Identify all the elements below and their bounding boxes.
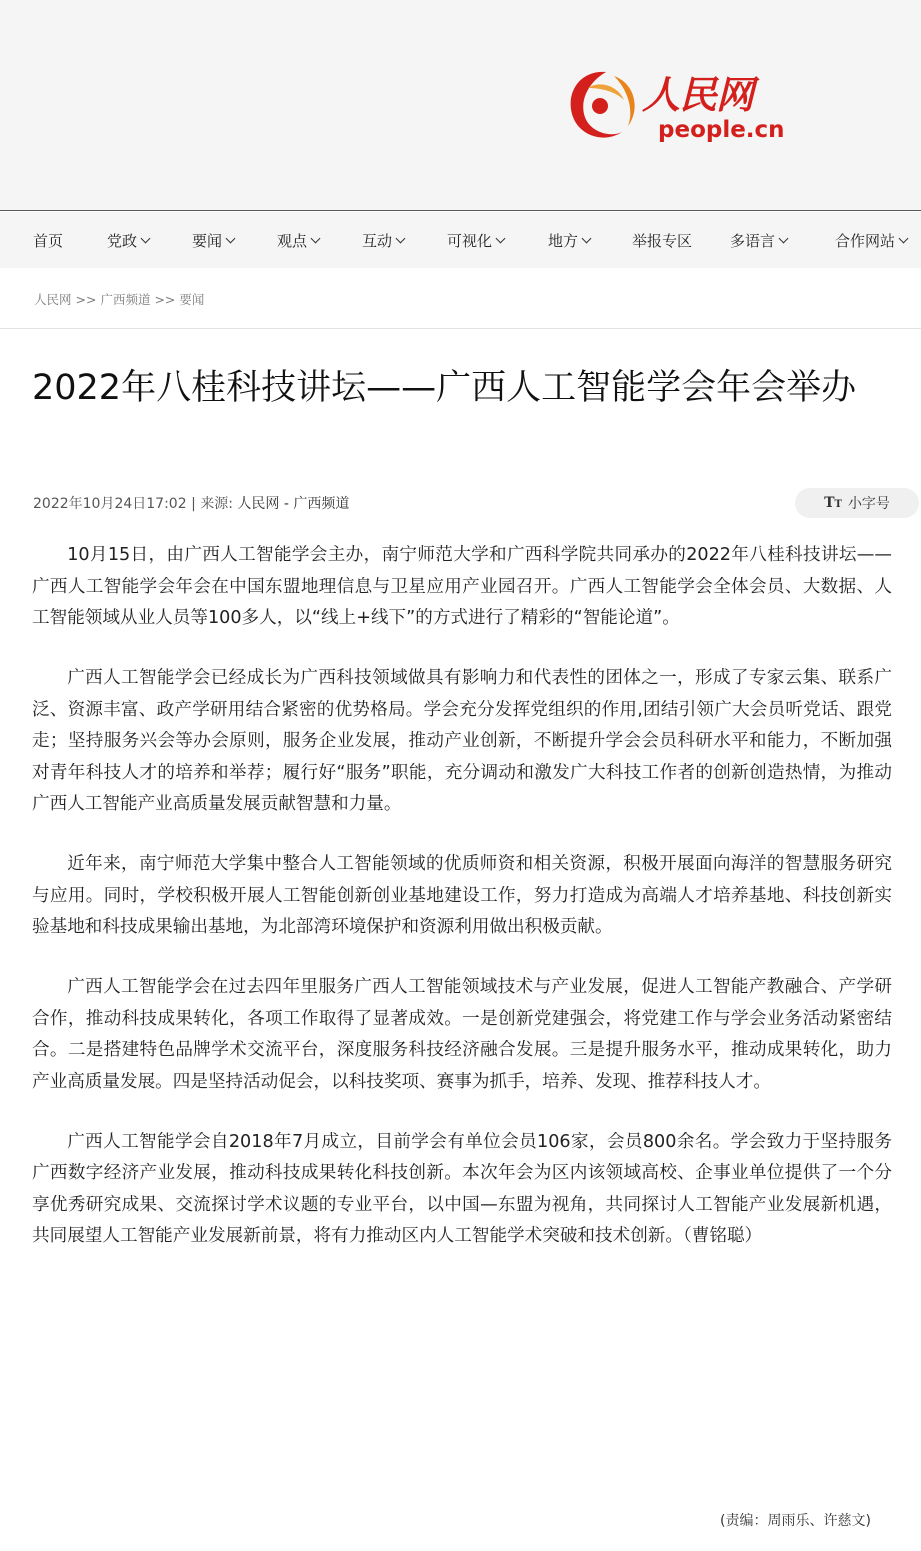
breadcrumb-separator: >> (154, 292, 176, 307)
logo-text-en: people.cn (658, 117, 785, 143)
nav-item-home[interactable] (33, 230, 63, 251)
article-paragraph: 广西人工智能学会已经成长为广西科技领域做具有影响力和代表性的团体之一，形成了专家云集、联系广泛、资源丰富、政产学研用结合紧密的优势格局。学会充分发挥党组织的作用,团结引领广大会员听党话、跟党走；坚持服务兴会等办会原则，服务企业发展，推动产业创新，不断提升学会会员科研水平和能力，不断加强对青年科技人才的培养和举荐；履行好“服务”职能，充分调动和激发广大科技工作者的创新创造热情，为推动广西人工智能产业高质量发展贡献智慧和力量。 (32, 668, 892, 814)
text-size-icon: TT (824, 495, 842, 511)
article-paragraph: 广西人工智能学会在过去四年里服务广西人工智能领域技术与产业发展，促进人工智能产教融合、产学研合作，推动科技成果转化，各项工作取得了显著成效。一是创新党建强会，将党建工作与学会业务活动紧密结合。二是搭建特色品牌学术交流平台，深度服务科技经济融合发展。三是提升服务水平，推动成果转化，助力产业高质量发展。四是坚持活动促会，以科技奖项、赛事为抓手，培养、发现、推荐科技人才。 (32, 977, 892, 1092)
nav-label: 观点 (277, 232, 308, 250)
article-title: 2022年八桂科技讲坛——广西人工智能学会年会举办 (32, 368, 857, 408)
nav-item-party[interactable] (107, 230, 149, 251)
font-size-toggle-button[interactable] (795, 488, 919, 518)
chevron-down-icon (496, 234, 506, 244)
nav-item-local[interactable] (548, 230, 590, 251)
chevron-down-icon (311, 234, 321, 244)
nav-item-opinion[interactable] (277, 230, 319, 251)
nav-label: 首页 (33, 232, 64, 250)
breadcrumb-link-guangxi[interactable]: 广西频道 (100, 292, 151, 307)
nav-label: 举报专区 (632, 232, 693, 250)
article-paragraph: 10月15日，由广西人工智能学会主办，南宁师范大学和广西科学院共同承办的2022年八桂科技讲坛——广西人工智能学会年会在中国东盟地理信息与卫星应用产业园召开。广西人工智能学会全体会员、大数据、人工智能领域从业人员等100多人，以“线上+线下”的方式进行了精彩的“智能论道”。 (32, 545, 892, 628)
logo-emblem-icon (566, 66, 640, 146)
nav-item-report[interactable] (632, 230, 692, 251)
chevron-down-icon (779, 234, 789, 244)
meta-separator: | (191, 496, 201, 512)
article-date: 2022年10月24日17:02 (33, 496, 187, 512)
nav-label: 多语言 (730, 232, 776, 250)
nav-label: 要闻 (192, 232, 223, 250)
chevron-down-icon (226, 234, 236, 244)
breadcrumb-separator: >> (75, 292, 97, 307)
article-body (32, 540, 892, 1281)
chevron-down-icon (396, 234, 406, 244)
nav-item-partners[interactable] (835, 230, 907, 251)
chevron-down-icon (899, 234, 909, 244)
nav-label: 互动 (362, 232, 393, 250)
article-paragraph: 近年来，南宁师范大学集中整合人工智能领域的优质师资和相关资源，积极开展面向海洋的智慧服务研究与应用。同时，学校积极开展人工智能创新创业基地建设工作，努力打造成为高端人才培养基地、科技创新实验基地和科技成果输出基地，为北部湾环境保护和资源利用做出积极贡献。 (32, 854, 892, 937)
nav-label: 可视化 (447, 232, 493, 250)
article-meta (33, 493, 349, 513)
logo-text-cn: 人民网 (642, 72, 754, 117)
nav-label: 党政 (107, 232, 138, 250)
article-source-link[interactable]: 人民网 - 广西频道 (237, 496, 350, 512)
nav-item-interactive[interactable] (362, 230, 404, 251)
breadcrumb-link-news[interactable]: 要闻 (179, 292, 205, 307)
nav-item-languages[interactable] (730, 230, 787, 251)
source-label: 来源: (200, 496, 233, 512)
site-logo[interactable] (566, 62, 788, 152)
chevron-down-icon (141, 234, 151, 244)
nav-item-news[interactable] (192, 230, 234, 251)
nav-item-visual[interactable] (447, 230, 504, 251)
chevron-down-icon (582, 234, 592, 244)
font-size-label: 小字号 (847, 496, 890, 512)
breadcrumb (34, 290, 204, 308)
breadcrumb-link-people[interactable]: 人民网 (34, 292, 72, 307)
article-paragraph: 广西人工智能学会自2018年7月成立，目前学会有单位会员106家，会员800余名。学会致力于坚持服务广西数字经济产业发展，推动科技成果转化科技创新。本次年会为区内该领域高校、企事业单位提供了一个分享优秀研究成果、交流探讨学术议题的专业平台，以中国—东盟为视角，共同探讨人工智能产业发展新机遇，共同展望人工智能产业发展新前景，将有力推动区内人工智能学术突破和技术创新。（曹铭聪） (32, 1131, 892, 1246)
nav-label: 地方 (548, 232, 579, 250)
nav-label: 合作网站 (835, 232, 896, 250)
site-header (0, 0, 921, 211)
article-editor: (责编：周雨乐、许慈文) (720, 1513, 871, 1529)
main-nav (0, 212, 921, 268)
breadcrumb-divider (0, 328, 921, 329)
